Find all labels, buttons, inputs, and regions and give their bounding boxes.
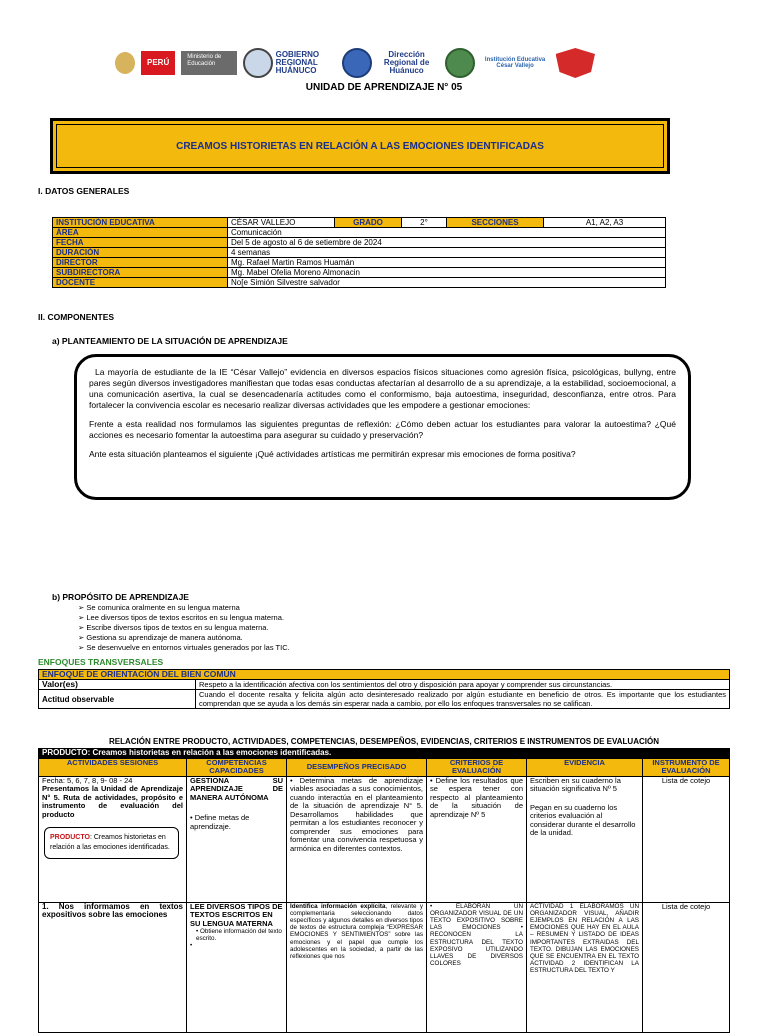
evidencia-cell: ACTIVIDAD 1 ELABORAMOS UN ORGANIZADOR VISUAL, AÑADIR EJEMPLOS EN RELACIÓN A LAS EMOCIONES QUE HAY EN EL AULA – RESUMEN Y LISTADO DE IDEAS IMPORTANTES EXTRAIDAS DEL TEXTO. DIBUJAN LAS EMOCIONES QUE SE ENCUENTRA EN EL TEXTO ACTIVIDAD 2 IDENTIFICAN LA ESTRUCTURA DEL TEXTO Y	[527, 902, 643, 1032]
evidencia-cell	[527, 776, 643, 902]
actitud-text: Cuando el docente resalta y felicita algún acto desinteresado realizado por algún estudiante en beneficio de otros. Es importante que los estudiantes comprendan que se ayuda a los demás sin esperar nada a cambio, por ello los enfoques transversales no se califican.	[196, 690, 730, 709]
situacion-box	[74, 354, 691, 500]
situacion-paragraph: Frente a esta realidad nos formulamos las siguientes preguntas de reflexión: ¿Cómo deben actuar los estudiantes para valorar la autoestima? ¿Qué acciones es necesario fomentar la autoestima para asegurar su cuidado y preservación?	[89, 419, 676, 440]
peru-coat-of-arms-icon	[115, 48, 135, 78]
subsection-a-heading: a) PLANTEAMIENTO DE LA SITUACIÓN DE APRENDIZAJE	[52, 336, 288, 346]
label-cell: INSTITUCIÓN EDUCATIVA	[53, 218, 228, 228]
list-item: ➢ Lee diversos tipos de textos escritos en su lengua materna.	[78, 613, 290, 623]
table-row	[53, 248, 666, 258]
actividad-cell	[39, 776, 187, 902]
capacidad-text: • Obtiene información del texto escrito.	[196, 928, 282, 943]
ie-seal-logo	[445, 48, 475, 78]
table-row	[39, 680, 730, 690]
value-cell: 4 semanas	[228, 248, 666, 258]
label-cell: FECHA	[53, 238, 228, 248]
column-header: EVIDENCIA	[527, 758, 643, 776]
capacidad-text: •	[190, 942, 193, 950]
table-row	[53, 278, 666, 288]
column-header: COMPETENCIAS CAPACIDADES	[187, 758, 287, 776]
table-header-row	[39, 758, 730, 776]
label-cell: DIRECTOR	[53, 258, 228, 268]
direccion-seal-icon	[342, 48, 372, 78]
ie-shield-icon	[556, 48, 595, 78]
banner-title: CREAMOS HISTORIETAS EN RELACIÓN A LAS EMOCIONES IDENTIFICADAS	[176, 140, 544, 152]
relacion-title: RELACIÓN ENTRE PRODUCTO, ACTIVIDADES, COMPETENCIAS, DESEMPEÑOS, EVIDENCIAS, CRITERIOS E INSTRUMENTOS DE EVALUACIÓN	[109, 737, 659, 746]
competencia-text: GESTIONA SU APRENDIZAJE DE MANERA AUTÓNOMA	[190, 775, 283, 802]
actividad-text: Presentamos la Unidad de Aprendizaje N° 5. Ruta de actividades, propósito e instrumento de evaluación del producto	[42, 784, 183, 819]
valor-text: Respeto a la identificación afectiva con los sentimientos del otro y disposición para apoyar y comprender sus circunstancias.	[196, 680, 730, 690]
value-cell: Mg. Rafael Martin Ramos Huamán	[228, 258, 666, 268]
section-2-heading: II. COMPONENTES	[38, 312, 115, 322]
column-header: ACTIVIDADES SESIONES	[39, 758, 187, 776]
header-logos	[115, 46, 595, 80]
instrumento-cell: Lista de cotejo	[643, 902, 730, 1032]
instrumento-cell: Lista de cotejo	[643, 776, 730, 902]
actitud-label: Actitud observable	[39, 690, 196, 709]
value-cell: Mg. Mabel Ofelia Moreno Almonacin	[228, 268, 666, 278]
criterio-cell: • ELABORAN UN ORGANIZADOR VISUAL DE UN TEXTO EXPOSITIVO SOBRE LAS EMOCIONES • RECONOCEN LA ESTRUCTURA DEL TEXTO EXPOSIVO UTILIZANDO LLAVES DE DIVERSOS COLORES	[427, 902, 527, 1032]
table-row	[39, 749, 730, 759]
direccion-regional-logo: Dirección Regional de Huánuco	[342, 48, 439, 78]
banner-inner-border	[56, 124, 664, 168]
desempeno-strong: Identifica información explícita	[290, 902, 386, 910]
list-item: ➢ Se comunica oralmente en su lengua materna	[78, 603, 290, 613]
desempeno-cell: • Determina metas de aprendizaje viables asociadas a sus conocimientos, cuando interactúa en el planteamiento de la situación de aprendizaje N° 5. Desarrollamos habilidades que permitan a los estudiantes reconocer y comprender sus emociones para fomentar una convivencia respetuosa y armónica en diferentes contextos.	[287, 776, 427, 902]
secciones-value: A1, A2, A3	[544, 218, 666, 228]
table-row	[39, 776, 730, 902]
gobierno-regional-logo: GOBIERNO REGIONAL HUÁNUCO	[243, 48, 336, 78]
relacion-table	[38, 748, 730, 1033]
datos-generales-table	[52, 217, 666, 288]
enfoques-table	[38, 669, 730, 709]
competencia-cell	[187, 902, 287, 1032]
label-cell: SUBDIRECTORA	[53, 268, 228, 278]
criterio-cell: • Define los resultados que se espera tener con respecto al planteamiento de la situación de aprendizaje Nº 5	[427, 776, 527, 902]
banner-title-box	[50, 118, 670, 174]
column-header: CRITERIOS DE EVALUACIÓN	[427, 758, 527, 776]
evidencia-text: Escriben en su cuaderno la situación significativa Nº 5	[530, 775, 621, 793]
value-cell: Del 5 de agosto al 6 de setiembre de 2024	[228, 238, 666, 248]
propositos-list	[78, 603, 290, 653]
grado-label: GRADO	[335, 218, 402, 228]
column-header: DESEMPEÑOS PRECISADO	[287, 758, 427, 776]
table-row	[53, 238, 666, 248]
label-cell: DOCENTE	[53, 278, 228, 288]
ie-logo-text: Institución Educativa César Vallejo	[484, 57, 546, 69]
section-1-heading: I. DATOS GENERALES	[38, 186, 130, 196]
ie-seal-icon	[445, 48, 475, 78]
enfoque-title: ENFOQUE DE ORIENTACIÓN DEL BIEN COMÚN	[39, 670, 730, 680]
valor-label: Valor(es)	[39, 680, 196, 690]
actividad-cell: 1. Nos informamos en textos expositivos sobre las emociones	[39, 902, 187, 1032]
producto-row: PRODUCTO: Creamos historietas en relación a las emociones identificadas.	[39, 749, 730, 759]
table-row	[39, 670, 730, 680]
table-row	[53, 228, 666, 238]
table-row	[39, 690, 730, 709]
producto-label: PRODUCTO	[50, 834, 90, 841]
list-item: ➢ Se desenvuelve en entornos virtuales generados por las TIC.	[78, 643, 290, 653]
gobierno-seal-icon	[243, 48, 273, 78]
desempeno-cell	[287, 902, 427, 1032]
value-cell: No[e Simión Silvestre salvador	[228, 278, 666, 288]
label-cell: DURACIÓN	[53, 248, 228, 258]
table-row	[39, 902, 730, 1032]
secciones-label: SECCIONES	[447, 218, 544, 228]
desempeno-text: , relevante y complementaria seleccionando datos específicos y algunos detalles en diversos tipos de textos de estructura compleja “EXPRESAR EMOCIONES Y SENTIMIENTOS” sobre las emociones y el papel que cumple los adolescentes en la sociedad, a partir de las reflexiones que nos	[290, 902, 423, 960]
situacion-paragraph: La mayoría de estudiante de la IE “César Vallejo” evidencia en diversos espacios físicos situaciones como agresión física, psicológicas, bullyng, entre pares según diversos investigadores manifiestan que todas esas conductas afectarían al desarrollo de a su aprendizaje, a la estabilidad, socioemocional, a una comunicación asertiva, la cual se desencadenaría actitudes como el conformismo, baja autoestima, inseguridad, desconfianza, entre otros. Para fortalecer la convivencia escolar es necesario realizar diversas actividades que les empodere a gestionar emociones:	[89, 367, 676, 410]
fecha-text: Fecha: 5, 6, 7, 8, 9- 08 - 24	[42, 775, 133, 785]
competencia-text: LEE DIVERSOS TIPOS DE TEXTOS ESCRITOS EN SU LENGUA MATERNA	[190, 901, 283, 928]
value-cell: CÉSAR VALLEJO	[228, 218, 335, 228]
column-header: INSTRUMENTO DE EVALUACIÓN	[643, 758, 730, 776]
value-cell: Comunicación	[228, 228, 666, 238]
unit-title: UNIDAD DE APRENDIZAJE N° 05	[305, 82, 463, 93]
capacidad-text: • Define metas de aprendizaje.	[190, 813, 250, 831]
table-row	[53, 218, 666, 228]
competencia-cell	[187, 776, 287, 902]
list-item: ➢ Escribe diversos tipos de textos en su lengua materna.	[78, 623, 290, 633]
producto-box	[44, 827, 179, 859]
table-row	[53, 258, 666, 268]
evidencia-text: Pegan en su cuaderno los criterios evaluación al considerar durante el desarrollo de la unidad.	[530, 802, 636, 837]
ministerio-logo: Ministerio de Educación	[181, 51, 236, 75]
situacion-paragraph: Ante esta situación planteamos el siguiente ¡Qué actividades artísticas me permitirán expresar mis emociones de forma positiva?	[89, 449, 576, 459]
label-cell: ÁREA	[53, 228, 228, 238]
grado-value: 2°	[402, 218, 447, 228]
peru-logo: PERÚ	[141, 51, 175, 75]
table-row	[53, 268, 666, 278]
enfoques-heading: ENFOQUES TRANSVERSALES	[38, 657, 164, 667]
producto-text: : Creamos historietas en relación a las emociones identificadas.	[50, 834, 170, 851]
list-item: ➢ Gestiona su aprendizaje de manera autónoma.	[78, 633, 290, 643]
subsection-b-heading: b) PROPÓSITO DE APRENDIZAJE	[52, 592, 189, 602]
